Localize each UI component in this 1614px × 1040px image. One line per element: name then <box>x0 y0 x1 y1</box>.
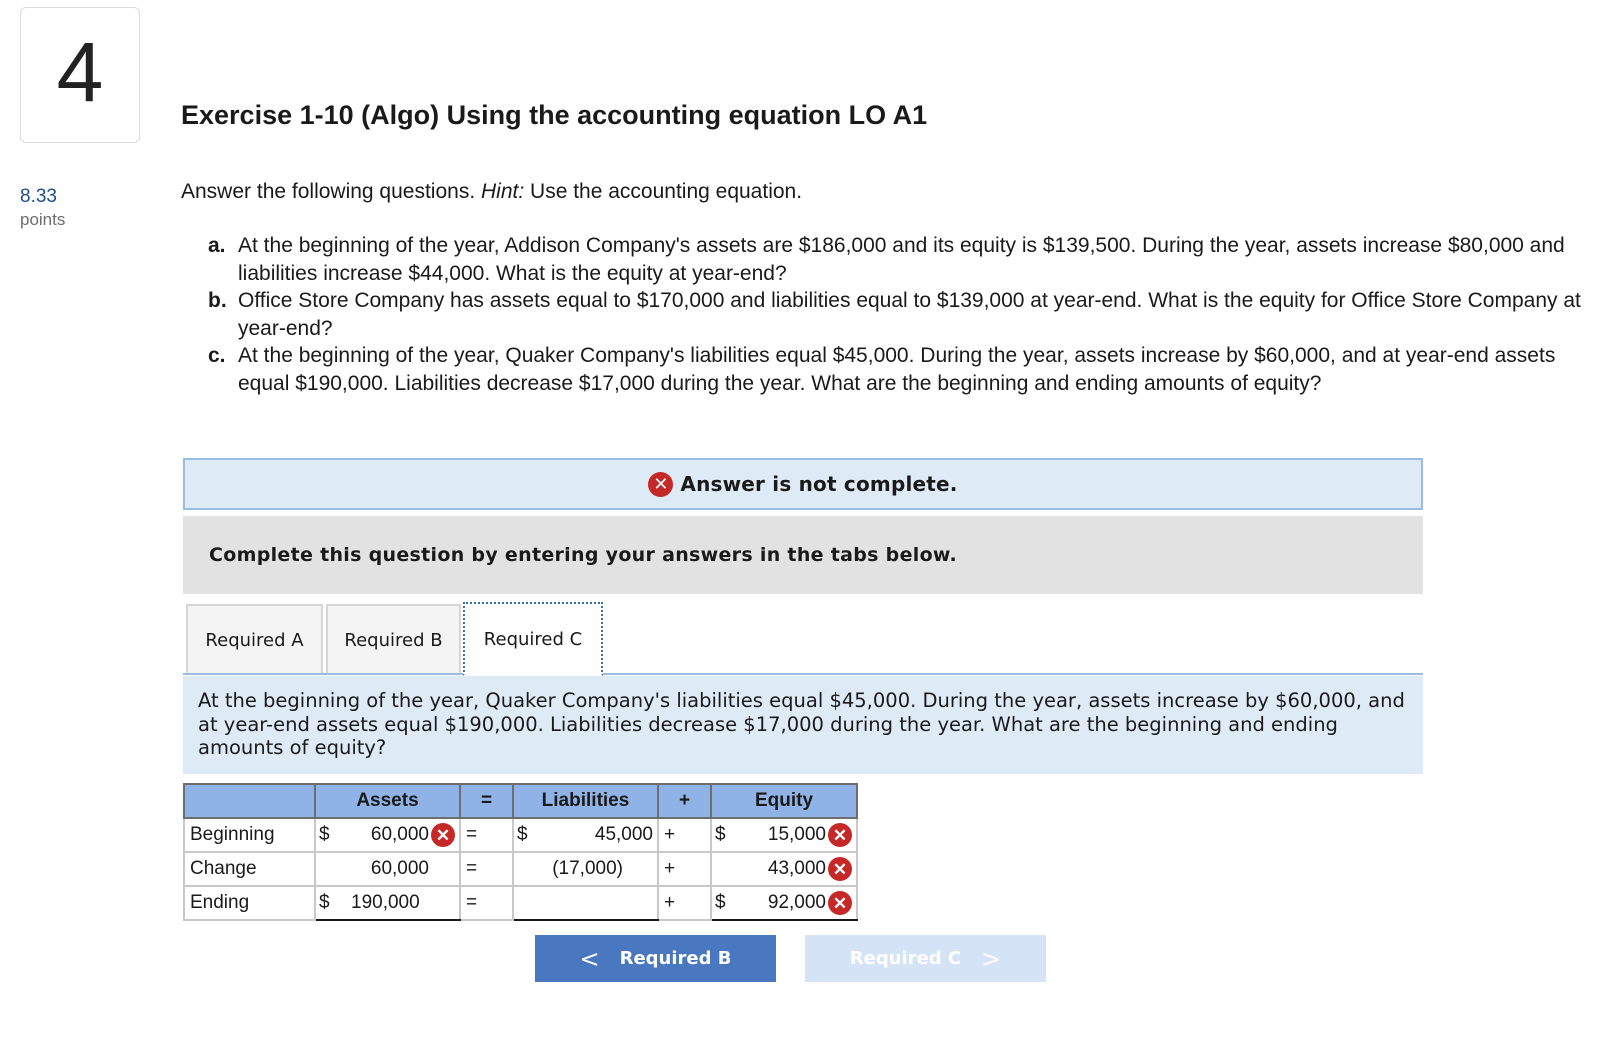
question-intro <box>181 180 802 204</box>
table-row-beginning <box>184 818 857 852</box>
chevron-left-icon: < <box>579 944 600 973</box>
row-label: Change <box>184 852 315 886</box>
question-number: 4 <box>56 25 104 119</box>
liabilities-change-input[interactable] <box>543 852 658 886</box>
header-liabilities: Liabilities <box>513 784 658 818</box>
instruction-banner <box>183 516 1423 594</box>
assets-beginning-value: 60,000 <box>370 824 429 845</box>
liabilities-beginning-value: 45,000 <box>594 823 653 845</box>
equity-change-input[interactable] <box>741 852 857 886</box>
next-button-label: Required C <box>849 948 962 969</box>
question-number-box <box>20 7 140 143</box>
part-letter: a. <box>208 234 226 257</box>
header-label-blank <box>184 784 315 818</box>
part-letter: b. <box>208 289 227 312</box>
assets-dollar: $ <box>315 818 345 852</box>
equity-dollar: $ <box>711 886 741 920</box>
points-value: 8.33 <box>20 186 57 207</box>
row-label: Beginning <box>184 818 315 852</box>
instruction-text: Complete this question by entering your answers in the tabs below. <box>209 544 958 566</box>
answer-status-banner <box>183 458 1423 510</box>
part-text: At the beginning of the year, Addison Company's assets are $186,000 and its equity is $139,500. During the year, assets increase $80,000 and liabilities increase $44,000. What is the equity at year-end? <box>238 234 1565 285</box>
tabs-divider <box>183 673 1423 675</box>
header-equals: = <box>460 784 513 818</box>
part-letter: c. <box>208 344 226 367</box>
intro-hint: Hint: <box>481 180 525 203</box>
incorrect-icon: ✕ <box>431 823 455 847</box>
incorrect-icon: ✕ <box>828 823 852 847</box>
incorrect-icon: ✕ <box>828 891 852 915</box>
liabilities-dollar <box>513 886 543 920</box>
required-c-prompt: At the beginning of the year, Quaker Company's liabilities equal $45,000. During the year, assets increase by $60,000, and at year-end assets equal $190,000. Liabilities decrease $17,000 during the year. What are the beginning and ending amounts of equity? <box>198 689 1405 759</box>
part-text: At the beginning of the year, Quaker Company's liabilities equal $45,000. During the year, assets increase by $60,000, and at year-end assets equal $190,000. Liabilities decrease $17,000 during the year. What are the beginning and ending amounts of equity? <box>238 344 1556 395</box>
intro-suffix: Use the accounting equation. <box>524 180 803 203</box>
table-row-change <box>184 852 857 886</box>
assets-ending-input[interactable] <box>345 886 460 920</box>
row-label: Ending <box>184 886 315 920</box>
question-parts-list <box>208 232 1603 397</box>
x-circle-icon: ✕ <box>648 472 673 497</box>
next-required-c-button[interactable] <box>805 935 1046 982</box>
equity-beginning-value: 15,000 <box>767 824 826 845</box>
equity-ending-value: 92,000 <box>767 892 826 913</box>
plus-sign: + <box>658 886 711 920</box>
equity-dollar: $ <box>711 818 741 852</box>
tab-required-c[interactable]: Required C <box>463 602 603 676</box>
assets-dollar: $ <box>315 886 345 920</box>
exercise-title: Exercise 1-10 (Algo) Using the accounting equation LO A1 <box>181 100 928 130</box>
table-header-row <box>184 784 857 818</box>
answer-status-text: Answer is not complete. <box>680 472 958 496</box>
table-row-ending <box>184 886 857 920</box>
prev-required-b-button[interactable] <box>535 935 776 982</box>
question-part-a <box>208 232 1603 287</box>
plus-sign: + <box>658 852 711 886</box>
question-part-b <box>208 287 1603 342</box>
liabilities-dollar <box>513 852 543 886</box>
header-assets: Assets <box>315 784 460 818</box>
tab-required-a[interactable]: Required A <box>186 604 323 674</box>
tab-required-b[interactable]: Required B <box>326 604 461 674</box>
assets-dollar <box>315 852 345 886</box>
equals-sign: = <box>460 852 513 886</box>
intro-prefix: Answer the following questions. <box>181 180 481 203</box>
liabilities-ending-input[interactable] <box>543 886 658 920</box>
liabilities-dollar: $ <box>513 818 543 852</box>
part-text: Office Store Company has assets equal to $170,000 and liabilities equal to $139,000 at year-end. What is the equity for Office Store Company at year-end? <box>238 289 1581 340</box>
header-equity: Equity <box>711 784 857 818</box>
equals-sign: = <box>460 818 513 852</box>
chevron-right-icon: > <box>981 944 1002 973</box>
equity-ending-input[interactable] <box>741 886 857 920</box>
assets-change-value: 60,000 <box>370 857 429 879</box>
equals-sign: = <box>460 886 513 920</box>
header-plus: + <box>658 784 711 818</box>
points-label: points <box>20 210 66 229</box>
question-part-c <box>208 342 1603 397</box>
assets-change-input[interactable] <box>345 852 460 886</box>
required-c-prompt-panel <box>183 676 1423 774</box>
liabilities-beginning-input[interactable] <box>543 818 658 852</box>
equity-dollar <box>711 852 741 886</box>
liabilities-change-value: (17,000) <box>552 857 623 879</box>
assets-beginning-input[interactable] <box>345 818 460 852</box>
prev-button-label: Required B <box>619 948 732 969</box>
equity-beginning-input[interactable] <box>741 818 857 852</box>
incorrect-icon: ✕ <box>828 857 852 881</box>
equity-change-value: 43,000 <box>767 858 826 879</box>
assets-ending-value: 190,000 <box>351 891 420 913</box>
accounting-equation-table <box>183 783 858 921</box>
plus-sign: + <box>658 818 711 852</box>
